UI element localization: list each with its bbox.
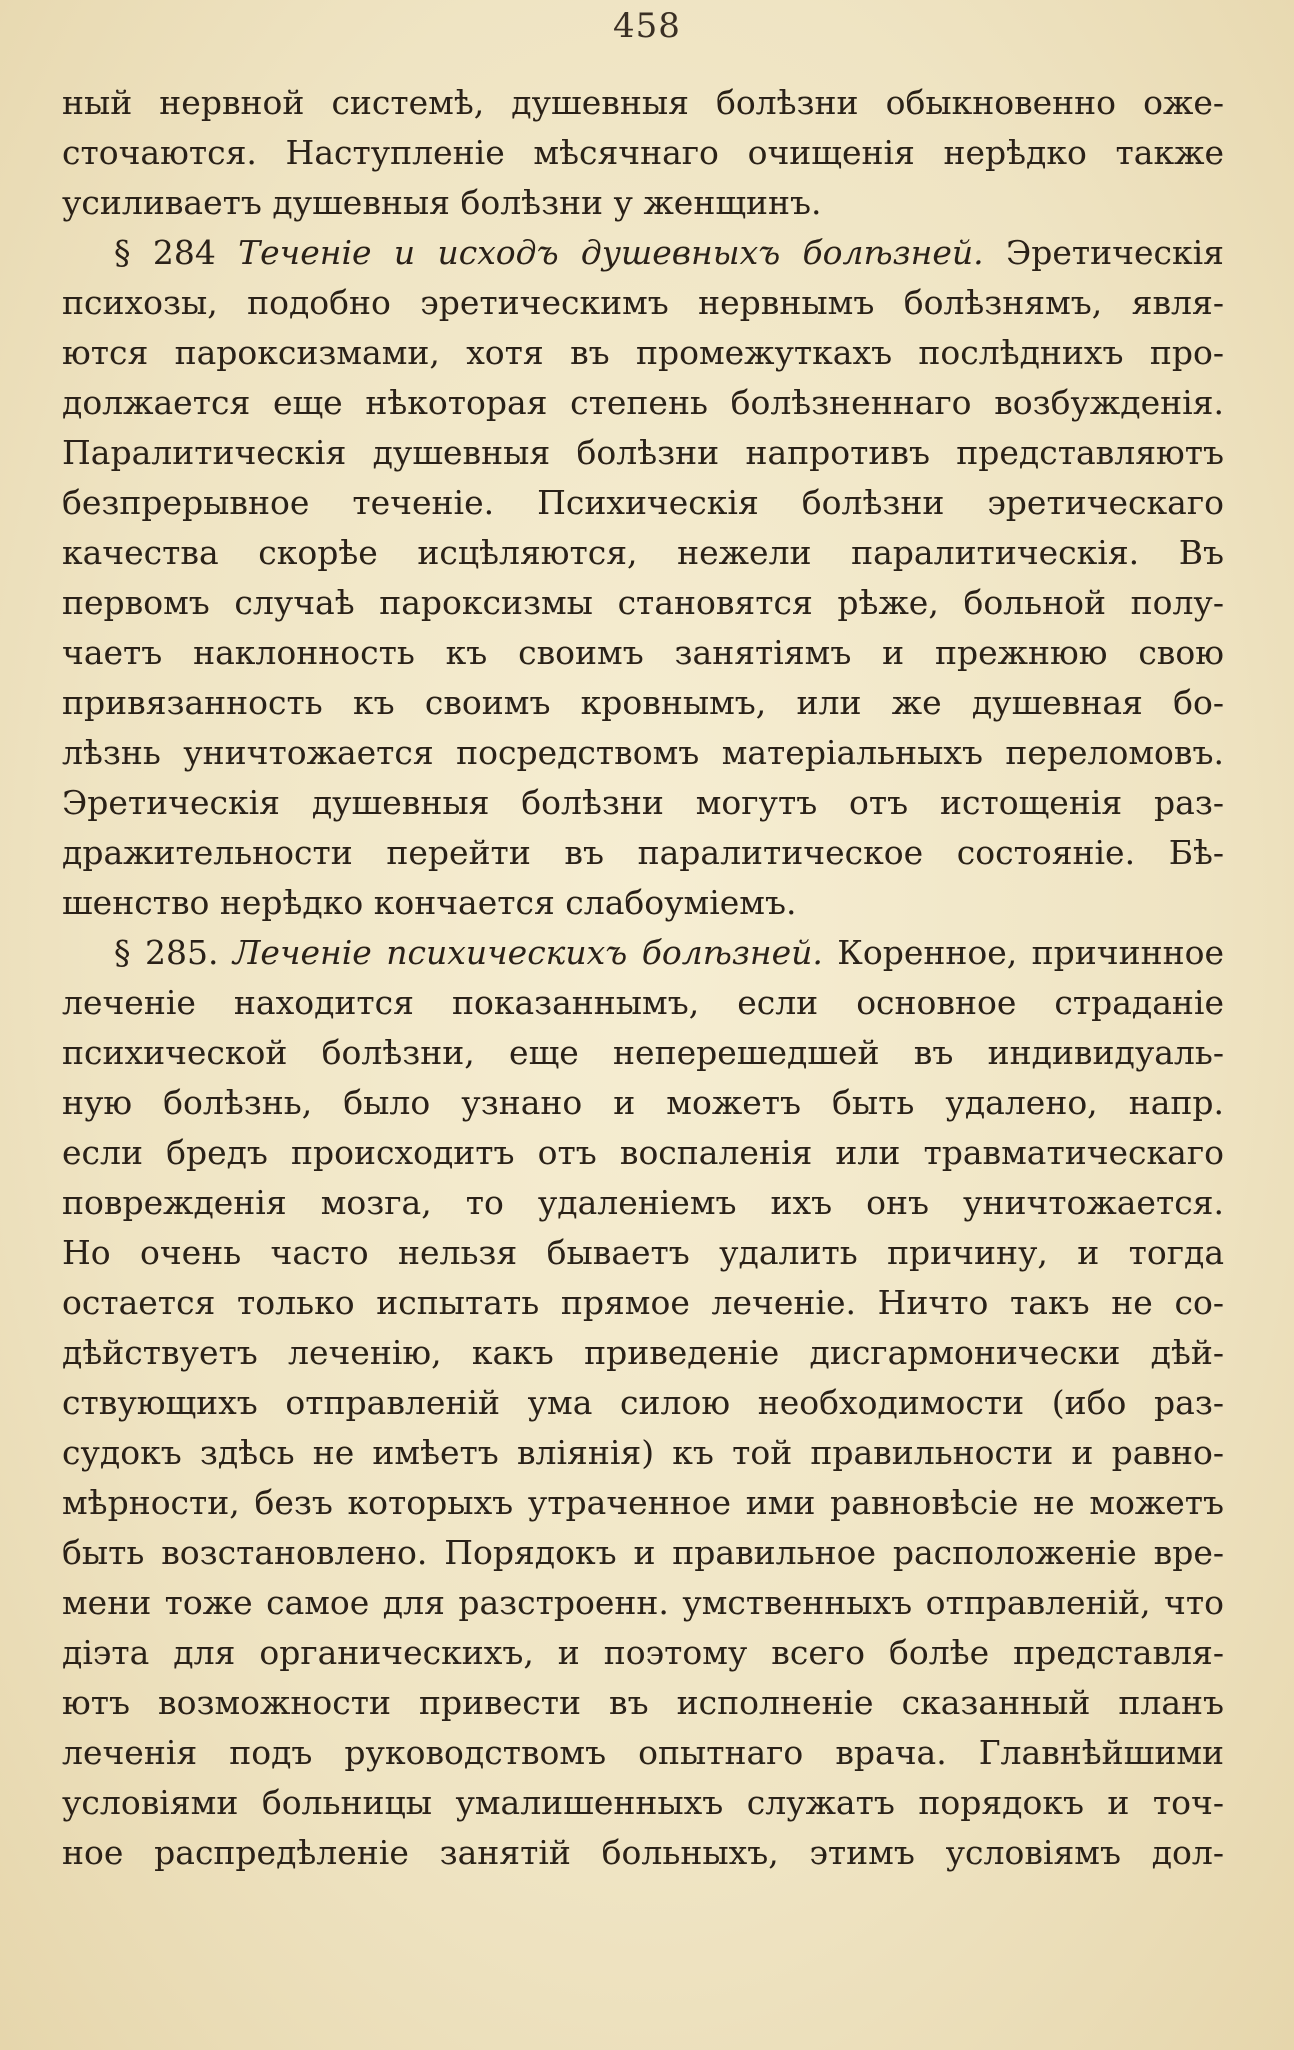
text-line [62, 428, 1224, 478]
text-line [62, 728, 1224, 778]
line-text: сточаются. Наступленіе мѣсячнаго очищенія нерѣдко также [62, 133, 1224, 172]
line-text: если бредъ происходитъ отъ воспаленія или травматическаго [62, 1133, 1224, 1172]
line-text: ную болѣзнь, было узнано и можетъ быть удалено, напр. [62, 1083, 1224, 1122]
text-line [62, 1078, 1224, 1128]
line-text: Эретическія душевныя болѣзни могутъ отъ истощенія раз- [62, 783, 1224, 822]
section-title: Теченіе и исходъ душевныхъ болѣзней. [238, 233, 984, 272]
text-line [62, 178, 1224, 228]
text-line [62, 1578, 1224, 1628]
text-line [62, 1178, 1224, 1228]
line-text: качества скорѣе исцѣляются, нежели паралитическія. Въ [62, 533, 1224, 572]
line-text: судокъ здѣсь не имѣетъ вліянія) къ той правильности и равно- [62, 1433, 1224, 1472]
text-line [62, 1428, 1224, 1478]
text-line [62, 1528, 1224, 1578]
section-title: Леченіе психическихъ болѣзней. [232, 933, 823, 972]
line-text: ютъ возможности привести въ исполненіе сказанный планъ [62, 1683, 1224, 1722]
line-text: условіями больницы умалишенныхъ служатъ порядокъ и точ- [62, 1783, 1224, 1822]
line-text: ный нервной системѣ, душевныя болѣзни обыкновенно оже- [62, 83, 1224, 122]
line-text: Эретическія [983, 233, 1224, 272]
text-line [62, 1128, 1224, 1178]
text-line [62, 1328, 1224, 1378]
line-text: ствующихъ отправленій ума силою необходимости (ибо раз- [62, 1383, 1224, 1422]
line-text: дражительности перейти въ паралитическое состояніе. Бѣ- [62, 833, 1224, 872]
line-text: ются пароксизмами, хотя въ промежуткахъ послѣднихъ про- [62, 333, 1224, 372]
line-text: безпрерывное теченіе. Психическія болѣзни эретическаго [62, 483, 1224, 522]
line-text: діэта для органическихъ, и поэтому всего болѣе представля- [62, 1633, 1224, 1672]
line-text: психозы, подобно эретическимъ нервнымъ болѣзнямъ, явля- [62, 283, 1224, 322]
line-text: чаетъ наклонность къ своимъ занятіямъ и прежнюю свою [62, 633, 1224, 672]
text-line [62, 1778, 1224, 1828]
line-text: Но очень часто нельзя бываетъ удалить причину, и тогда [62, 1233, 1224, 1272]
text-line [62, 1478, 1224, 1528]
text-line [62, 528, 1224, 578]
line-text: леченія подъ руководствомъ опытнаго врача. Главнѣйшими [62, 1733, 1224, 1772]
line-text: лѣзнь уничтожается посредствомъ матеріальныхъ переломовъ. [62, 733, 1224, 772]
text-line [62, 628, 1224, 678]
text-line [62, 1828, 1224, 1878]
line-text: дѣйствуетъ леченію, какъ приведеніе дисгармонически дѣй- [62, 1333, 1224, 1372]
line-text: леченіе находится показаннымъ, если основное страданіе [62, 983, 1224, 1022]
line-text: быть возстановлено. Порядокъ и правильное расположеніе вре- [62, 1533, 1224, 1572]
line-text: мѣрности, безъ которыхъ утраченное ими равновѣсіе не можетъ [62, 1483, 1224, 1522]
text-line [62, 878, 1224, 928]
line-text: первомъ случаѣ пароксизмы становятся рѣже, больной полу- [62, 583, 1224, 622]
text-line [62, 278, 1224, 328]
line-text: Коренное, причинное [822, 933, 1224, 972]
body-text [62, 78, 1224, 1878]
text-line [62, 978, 1224, 1028]
page-number: 458 [613, 6, 681, 46]
text-line [62, 1628, 1224, 1678]
line-text: мени тоже самое для разстроенн. умственныхъ отправленій, что [62, 1583, 1224, 1622]
text-line [62, 678, 1224, 728]
text-line [62, 128, 1224, 178]
line-text: психической болѣзни, еще неперешедшей въ индивидуаль- [62, 1033, 1224, 1072]
text-line [62, 1278, 1224, 1328]
line-text: шенство нерѣдко кончается слабоуміемъ. [62, 883, 797, 922]
line-text: Паралитическія душевныя болѣзни напротивъ представляютъ [62, 433, 1224, 472]
line-text: остается только испытать прямое леченіе. Ничто такъ не со- [62, 1283, 1224, 1322]
text-line [62, 1028, 1224, 1078]
text-line [62, 1728, 1224, 1778]
line-text: привязанность къ своимъ кровнымъ, или же душевная бо- [62, 683, 1224, 722]
line-text: усиливаетъ душевныя болѣзни у женщинъ. [62, 183, 822, 222]
text-line [62, 1228, 1224, 1278]
section-number: § 285. [114, 933, 233, 972]
section-heading-line [62, 228, 1224, 278]
text-line [62, 78, 1224, 128]
section-number: § 284 [114, 233, 239, 272]
line-text: должается еще нѣкоторая степень болѣзненнаго возбужденія. [62, 383, 1224, 422]
text-line [62, 1378, 1224, 1428]
text-line [62, 328, 1224, 378]
text-line [62, 1678, 1224, 1728]
section-heading-line [62, 928, 1224, 978]
line-text: поврежденія мозга, то удаленіемъ ихъ онъ уничтожается. [62, 1183, 1224, 1222]
text-line [62, 478, 1224, 528]
text-line [62, 578, 1224, 628]
line-text: ное распредѣленіе занятій больныхъ, этимъ условіямъ дол- [62, 1833, 1224, 1872]
text-line [62, 378, 1224, 428]
text-line [62, 828, 1224, 878]
text-line [62, 778, 1224, 828]
